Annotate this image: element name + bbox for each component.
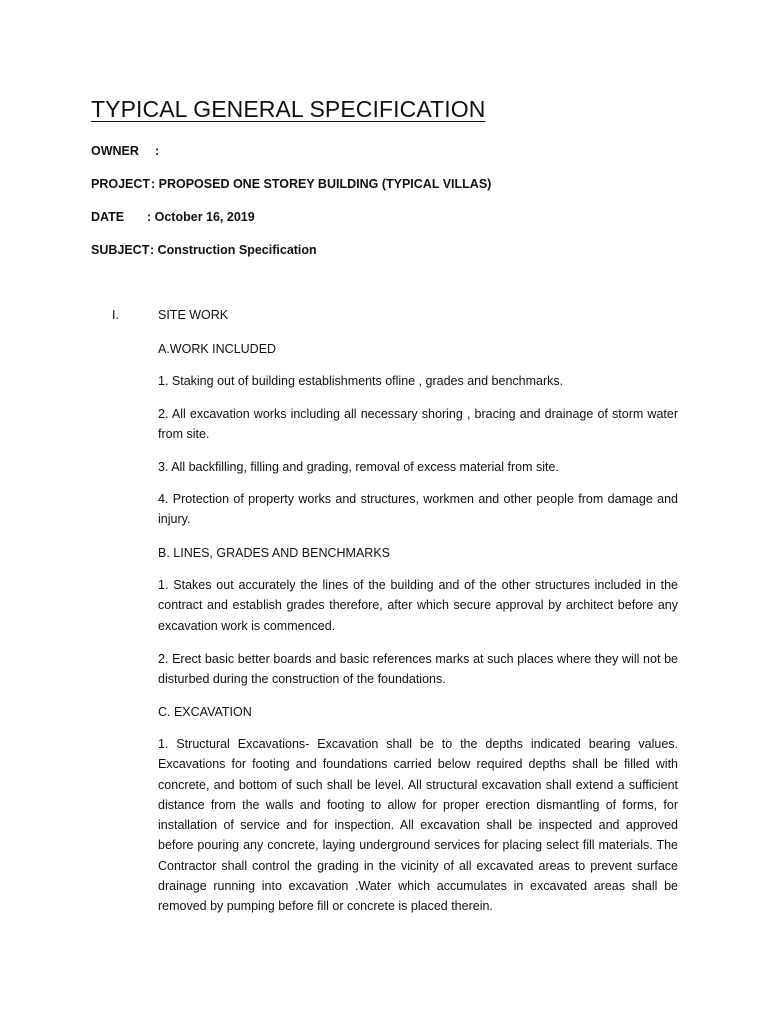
paragraph-line: removed by pumping before fill or concrete is placed therein. bbox=[158, 899, 493, 914]
date-value: : October 16, 2019 bbox=[147, 210, 255, 224]
owner-label: OWNER bbox=[91, 144, 139, 158]
project-row bbox=[91, 176, 491, 192]
paragraph-line: disturbed during the construction of the foundations. bbox=[158, 672, 446, 687]
paragraph-a4 bbox=[158, 489, 678, 530]
project-label: PROJECT bbox=[91, 177, 151, 191]
paragraph-line: 1. Structural Excavations- Excavation shall be to the depths indicated bearing values. bbox=[158, 737, 678, 751]
subject-row bbox=[91, 242, 317, 258]
paragraph-line: drainage running into excavation .Water which accumulates in excavated areas shall be bbox=[158, 879, 678, 894]
paragraph-line: 1. Staking out of building establishments ofline , grades and benchmarks. bbox=[158, 374, 564, 388]
subject-value: : Construction Specification bbox=[150, 243, 317, 257]
project-value: : PROPOSED ONE STOREY BUILDING (TYPICAL VILLAS) bbox=[151, 177, 492, 191]
owner-row bbox=[91, 143, 159, 159]
paragraph-line: Excavations for footing and foundations carried below required depths shall be filled with bbox=[158, 757, 678, 772]
paragraph-c1 bbox=[158, 734, 678, 917]
date-row bbox=[91, 209, 255, 225]
paragraph-b1 bbox=[158, 575, 678, 636]
subsection-b-heading: B. LINES, GRADES AND BENCHMARKS bbox=[158, 546, 391, 560]
paragraph-line: excavation work is commenced. bbox=[158, 618, 336, 633]
paragraph-b2 bbox=[158, 649, 678, 690]
paragraph-a3 bbox=[158, 457, 678, 477]
paragraph-line: injury. bbox=[158, 512, 191, 527]
subject-label: SUBJECT bbox=[91, 243, 150, 257]
date-label: DATE bbox=[91, 210, 125, 224]
paragraph-a1 bbox=[158, 371, 678, 391]
paragraph-line: 2. All excavation works including all necessary shoring , bracing and drainage of storm water bbox=[158, 407, 678, 421]
paragraph-line: before pouring any concrete, laying underground services for placing select fill materials. The bbox=[158, 838, 678, 853]
section-title: SITE WORK bbox=[158, 308, 229, 322]
section-number: I. bbox=[112, 308, 119, 322]
paragraph-line: Contractor shall control the grading in the vicinity of all excavated areas to prevent surface bbox=[158, 858, 678, 873]
subsection-c-heading: C. EXCAVATION bbox=[158, 705, 252, 719]
document-title: TYPICAL GENERAL SPECIFICATION bbox=[91, 96, 486, 122]
paragraph-line: 1. Stakes out accurately the lines of the building and of the other structures included in the bbox=[158, 578, 678, 592]
paragraph-line: 2. Erect basic better boards and basic references marks at such places where they will not be bbox=[158, 652, 678, 666]
paragraph-line: from site. bbox=[158, 427, 210, 442]
paragraph-line: distance from the walls and footing to allow for proper erection dismantling of forms, for bbox=[158, 797, 678, 812]
paragraph-line: 4. Protection of property works and structures, workmen and other people from damage and bbox=[158, 492, 678, 506]
owner-value: : bbox=[155, 144, 160, 158]
paragraph-line: 3. All backfilling, filling and grading, removal of excess material from site. bbox=[158, 460, 559, 474]
subsection-a-heading: A.WORK INCLUDED bbox=[158, 342, 277, 356]
paragraph-line: concrete, and bottom of such shall be level. All structural excavation shall extend a sufficient bbox=[158, 777, 678, 792]
paragraph-line: contract and establish grades therefore, after which secure approval by architect before any bbox=[158, 598, 678, 613]
paragraph-line: installation of service and for inspection. All excavation shall be inspected and approved bbox=[158, 818, 678, 833]
paragraph-a2 bbox=[158, 404, 678, 445]
